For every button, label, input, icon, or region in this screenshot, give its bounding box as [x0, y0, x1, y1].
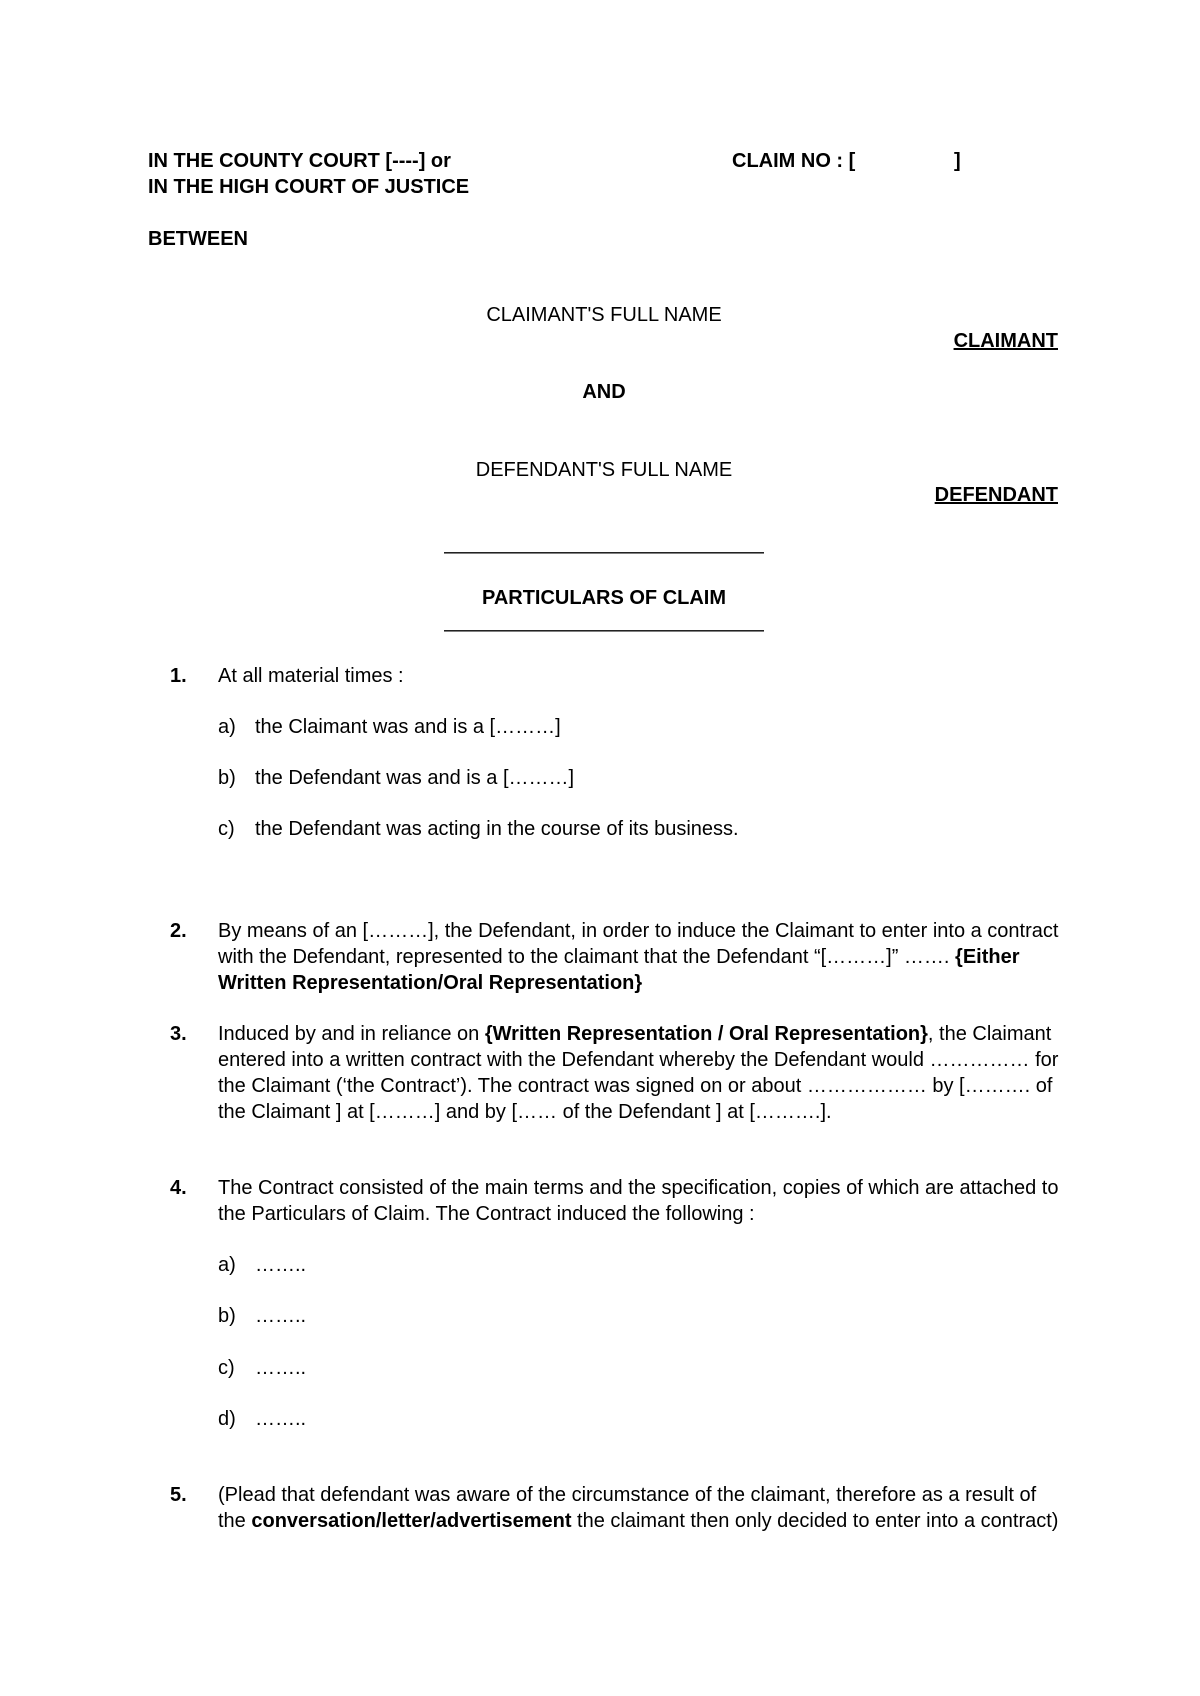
title-rule-bottom: ———————————————— [444, 619, 764, 641]
paragraph-5-number: 5. [170, 1484, 187, 1506]
defendant-role: DEFENDANT [934, 484, 1058, 506]
paragraph-1-item-a-text: the Claimant was and is a [………] [255, 716, 561, 738]
paragraph-4-item-b-text: …….. [255, 1305, 307, 1327]
paragraph-4-item-c-letter: c) [218, 1357, 235, 1379]
paragraph-2-representation: {Either Written Representation/Oral Representation} [218, 946, 1020, 994]
paragraph-3-representation: {Written Representation / Oral Representation} [484, 1023, 928, 1045]
paragraph-1-text: At all material times : [218, 665, 404, 687]
paragraph-1-item-b-letter: b) [218, 767, 236, 789]
paragraph-1-item-b-text: the Defendant was and is a [………] [255, 767, 575, 789]
paragraph-3-text [218, 1021, 1060, 1125]
claim-number-close: ] [954, 150, 961, 172]
paragraph-4-item-a-letter: a) [218, 1254, 236, 1276]
paragraph-2-number: 2. [170, 920, 187, 942]
paragraph-5-medium: conversation/letter/advertisement [251, 1510, 572, 1532]
paragraph-3-body: , the Claimant entered into a written contract with the Defendant whereby the Defendant would …………… for the Claimant (‘the Contract’). The contract was signed on or about ……………… by [………. of the Claimant ] at [………] and by […… of the Defendant ] at [……….]. [218, 1023, 1059, 1123]
paragraph-1-number: 1. [170, 665, 187, 687]
paragraph-1-item-a-letter: a) [218, 716, 236, 738]
paragraph-5-text [218, 1482, 1060, 1534]
paragraph-1-item-c-text: the Defendant was acting in the course of its business. [255, 818, 739, 840]
court-line-1: IN THE COUNTY COURT [----] or [148, 150, 451, 172]
paragraph-2-body: By means of an [………], the Defendant, in order to induce the Claimant to enter into a contract with the Defendant, represented to the claimant that the Defendant “[………]” ……. [218, 920, 1059, 968]
title-rule-top: ———————————————— [444, 541, 764, 563]
page-title: PARTICULARS OF CLAIM [481, 587, 727, 609]
claimant-name: CLAIMANT'S FULL NAME [486, 304, 722, 326]
paragraph-4-number: 4. [170, 1177, 187, 1199]
paragraph-2-text [218, 918, 1060, 996]
paragraph-4-item-c-text: …….. [255, 1357, 307, 1379]
paragraph-5-lead: (Plead that defendant was aware of the circumstance of the claimant, therefore as a result of the [218, 1484, 1037, 1532]
paragraph-5-body: the claimant then only decided to enter into a contract) [571, 1510, 1059, 1532]
paragraph-4-item-d-letter: d) [218, 1408, 236, 1430]
between-label: BETWEEN [148, 228, 248, 250]
court-line-2: IN THE HIGH COURT OF JUSTICE [148, 176, 470, 198]
paragraph-4-item-d-text: …….. [255, 1408, 307, 1430]
claimant-role: CLAIMANT [953, 330, 1058, 352]
paragraph-4-text: The Contract consisted of the main terms and the specification, copies of which are attached to the Particulars of Claim. The Contract induced the following : [218, 1177, 1059, 1225]
claim-number-label: CLAIM NO : [ [732, 150, 856, 172]
and-label: AND [582, 381, 626, 403]
paragraph-3-lead: Induced by and in reliance on [218, 1023, 485, 1045]
paragraph-1-item-c-letter: c) [218, 818, 235, 840]
paragraph-3-number: 3. [170, 1023, 187, 1045]
paragraph-4-item-a-text: …….. [255, 1254, 307, 1276]
defendant-name: DEFENDANT'S FULL NAME [475, 459, 733, 481]
paragraph-4-item-b-letter: b) [218, 1305, 236, 1327]
